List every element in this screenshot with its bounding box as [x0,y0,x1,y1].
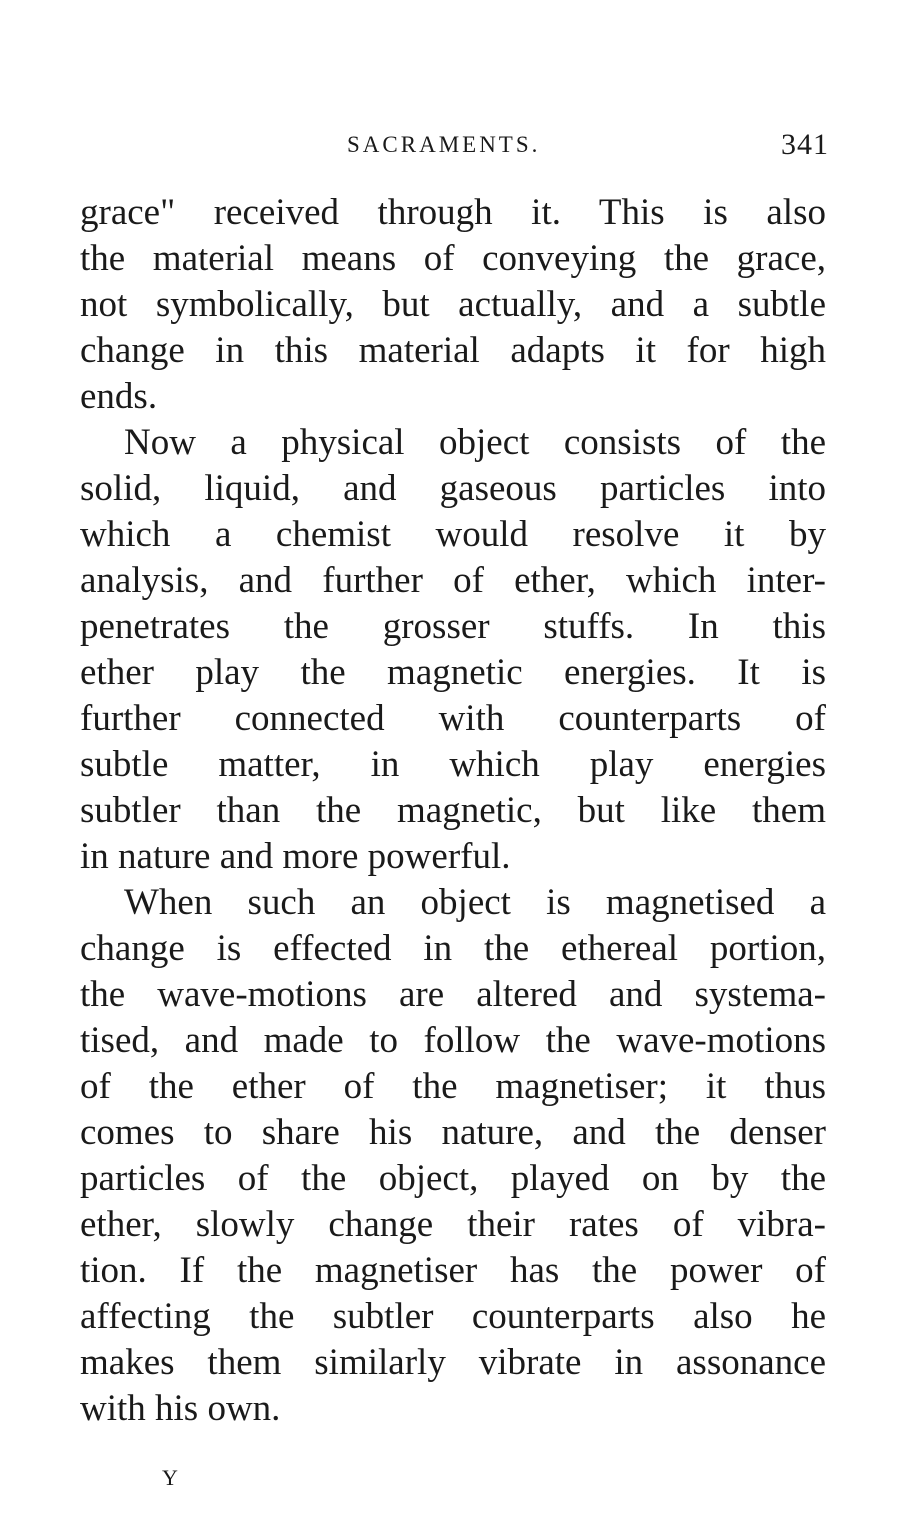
text-line: further connected with counterparts of [80,698,826,739]
body-text [80,190,826,1432]
text-line: subtle matter, in which play energies [80,744,826,785]
text-line: the wave-motions are altered and systema- [80,974,826,1015]
text-line: makes them similarly vibrate in assonance [80,1342,826,1383]
text-line: ends. [80,376,158,417]
text-line: the material means of conveying the grace, [80,238,826,279]
text-line: Now a physical object consists of the [124,422,826,463]
signature-mark: Y [162,1465,178,1490]
text-line: in nature and more powerful. [80,836,511,877]
text-line: solid, liquid, and gaseous particles into [80,468,826,509]
paragraph [80,880,826,1432]
page-number: 341 [781,128,829,161]
paragraph [80,420,826,880]
text-line: affecting the subtler counterparts also he [80,1296,826,1337]
text-line: of the ether of the magnetiser; it thus [80,1066,826,1107]
text-line: grace" received through it. This is also [80,192,826,233]
text-line: tised, and made to follow the wave-motions [80,1020,826,1061]
text-line: subtler than the magnetic, but like them [80,790,826,831]
running-title: SACRAMENTS. [347,132,541,157]
running-head [0,128,900,172]
text-line: which a chemist would resolve it by [80,514,826,555]
text-line: comes to share his nature, and the denser [80,1112,826,1153]
text-line: tion. If the magnetiser has the power of [80,1250,826,1291]
text-line: change in this material adapts it for high [80,330,826,371]
text-line: particles of the object, played on by the [80,1158,826,1199]
text-line: change is effected in the ethereal portion, [80,928,826,969]
text-line: ether play the magnetic energies. It is [80,652,826,693]
text-line: analysis, and further of ether, which inter- [80,560,826,601]
paragraph [80,190,826,420]
text-line: When such an object is magnetised a [124,882,826,923]
text-line: with his own. [80,1388,281,1429]
text-line: not symbolically, but actually, and a subtle [80,284,826,325]
text-line: ether, slowly change their rates of vibra- [80,1204,826,1245]
text-line: penetrates the grosser stuffs. In this [80,606,826,647]
